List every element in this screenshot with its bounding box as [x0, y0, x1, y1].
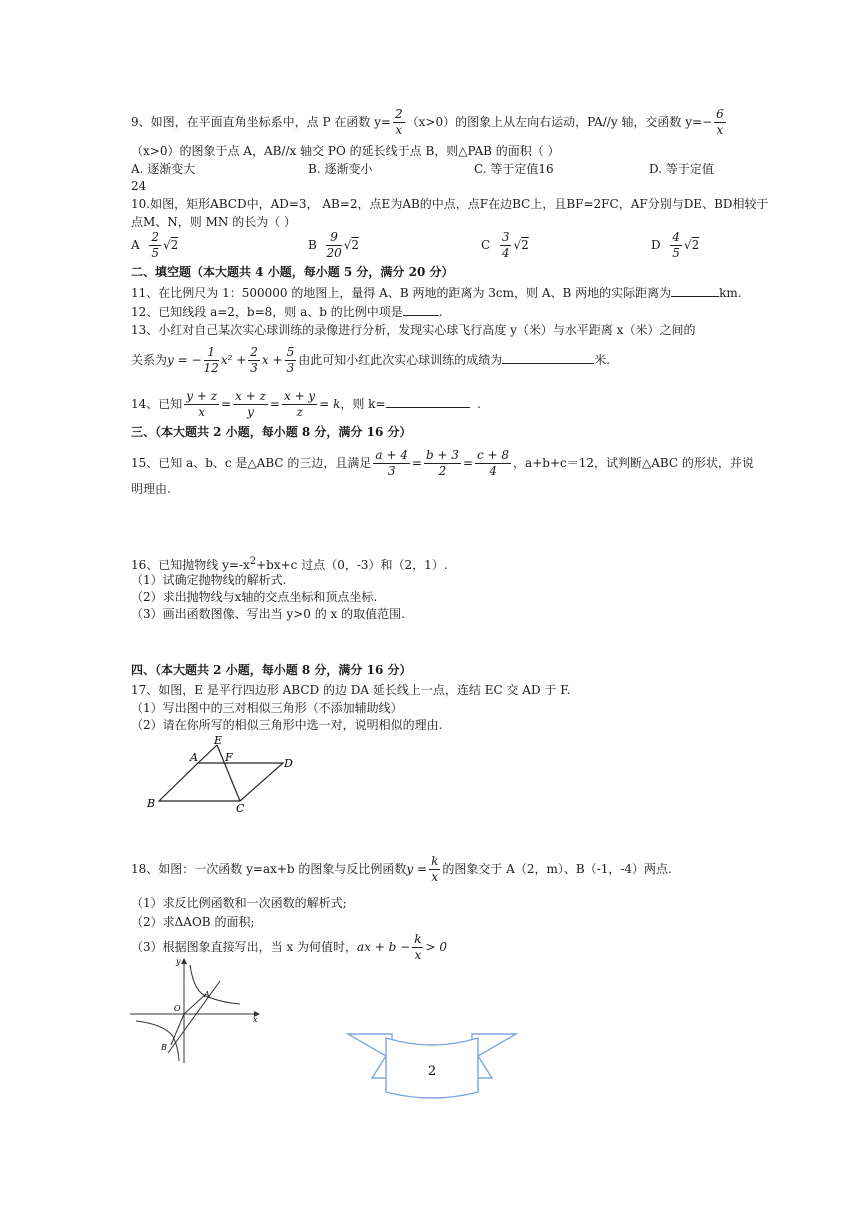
- q18-part3: （3）根据图象直接写出，当 x 为何值时，ax + b − $\frac{k}{x}$ > 0: [131, 932, 447, 962]
- q9-line1: 9、如图，在平面直角坐标系中，点 P 在函数 y= $\frac{2}{x}$ （x>0）的图象上从左向右运动，PA//y 轴，交函数 y=− $\frac{6}{x}$: [131, 107, 724, 137]
- section-4-heading: 四、（本大题共 2 小题，每小题 8 分，满分 16 分）: [131, 663, 412, 677]
- label-d: D: [284, 757, 293, 770]
- q16-line1: 16、已知抛物线 $y=-x^2+bx+c$ 过点（0，-3）和（2，1）.: [131, 556, 448, 572]
- q10-option-d: D $\frac{4}{5}$ √2: [651, 230, 700, 260]
- q10-line1: 10.如图，矩形ABCD中，AD=3， AB=2，点E为AB的中点，点F在边BC上，且BF=2FC，AF分别与DE、BD相较于: [131, 197, 769, 211]
- line-ab: [168, 981, 220, 1053]
- section-2-heading: 二、填空题（本大题共 4 小题，每小题 5 分，满分 20 分）: [131, 265, 454, 279]
- q18-line1: 18、如图：一次函数 y=ax+b 的图象与反比例函数y = $\frac{k}{x}$ 的图象交于 A（2，m）、B（-1，-4）两点.: [131, 854, 672, 884]
- segment-oa: [184, 994, 206, 1014]
- section-3-heading: 三、（本大题共 2 小题，每小题 8 分，满分 16 分）: [131, 425, 412, 439]
- q10-line2: 点M、N，则 MN 的长为（ ）: [131, 215, 297, 229]
- q12-line: 12、已知线段 a=2，b=8，则 a、b 的比例中项是 .: [131, 305, 443, 319]
- q9-option-d: D. 等于定值: [649, 162, 714, 176]
- label-a: A: [204, 990, 210, 999]
- q9-option-c: C. 等于定值16: [474, 162, 554, 176]
- q15-line2: 明理由.: [131, 482, 171, 496]
- q16-part2: （2）求出抛物线与x轴的交点坐标和顶点坐标.: [131, 590, 378, 604]
- q9-fraction-2: $\frac{6}{x}$: [716, 107, 724, 137]
- q16-part3: （3）画出函数图像、写出当 y>0 的 x 的取值范围.: [131, 607, 405, 621]
- q14-line: 14、已知 $\frac{y + z}{x}$ = $\frac{x + z}{y}$ = $\frac{x + y}{z}$ = k，则 k= .: [131, 389, 481, 419]
- q11-line: 11、在比例尺为 1：500000 的地图上，量得 A、B 两地的距离为 3cm，则 A、B 两地的实际距离为 km.: [131, 286, 742, 300]
- q9-option-a: A. 逐渐变大: [131, 162, 196, 176]
- q17-part1: （1）写出图中的三对相似三角形（不添加辅助线）: [131, 701, 403, 715]
- hyperbola-branch-1: [190, 965, 240, 1004]
- q9-option-b: B. 逐渐变小: [308, 162, 373, 176]
- q10-option-b: B $\frac{9}{20}$ √2: [308, 230, 360, 260]
- segment-ae: [198, 745, 217, 763]
- label-e: E: [214, 734, 223, 747]
- y-axis-arrow: [181, 958, 187, 964]
- q9-line2: （x>0）的图象于点 A，AB//x 轴交 PO 的延长线于点 B，则△PAB 的面积（ ）: [131, 144, 560, 158]
- q13-line2: 关系为y = − $\frac{1}{12}$ x² + $\frac{2}{3}$ x + $\frac{5}{3}$ 由此可知小红此次实心球训练的成绩为 米.: [131, 345, 611, 375]
- q17-part2: （2）请在你所写的相似三角形中选一对，说明相似的理由.: [131, 718, 443, 732]
- q17-parallelogram-figure: [140, 733, 300, 813]
- q9-option-d-cont: 24: [131, 179, 147, 193]
- label-x: x: [253, 1015, 258, 1024]
- label-f: F: [225, 751, 233, 764]
- page-number-banner: [346, 1030, 518, 1102]
- label-b: B: [147, 797, 156, 810]
- q13-line1: 13、小红对自己某次实心球训练的录像进行分析，发现实心球飞行高度 y（米）与水平距离 x（米）之间的: [131, 323, 696, 337]
- q18-part1: （1）求反比例函数和一次函数的解析式;: [131, 896, 347, 910]
- label-y: y: [176, 957, 181, 966]
- q10-option-c: C $\frac{3}{4}$ √2: [481, 230, 529, 260]
- label-o: O: [174, 1004, 181, 1013]
- label-c: C: [236, 802, 245, 813]
- q18-function-graph: [128, 955, 263, 1065]
- q18-part2: （2）求ΔAOB 的面积;: [131, 915, 255, 929]
- parallelogram-abcd: [159, 763, 283, 801]
- label-b: B: [161, 1043, 167, 1052]
- q17-line1: 17、如图，E 是平行四边形 ABCD 的边 DA 延长线上一点，连结 EC 交 AD 于 F.: [131, 683, 571, 697]
- q16-part1: （1）试确定抛物线的解析式.: [131, 573, 287, 587]
- q9-fraction-1: $\frac{2}{x}$: [395, 107, 403, 137]
- page-number: 2: [427, 1064, 437, 1079]
- q10-option-a: A $\frac{2}{5}$ √2: [131, 230, 179, 260]
- q15-line1: 15、已知 a、b、c 是△ABC 的三边，且满足 $\frac{a + 4}{3}$ = $\frac{b + 3}{2}$ = $\frac{c + 8}{4}$ ，a+b+c＝12，试判断△ABC 的形状，并说: [131, 448, 754, 478]
- label-a: A: [190, 751, 198, 764]
